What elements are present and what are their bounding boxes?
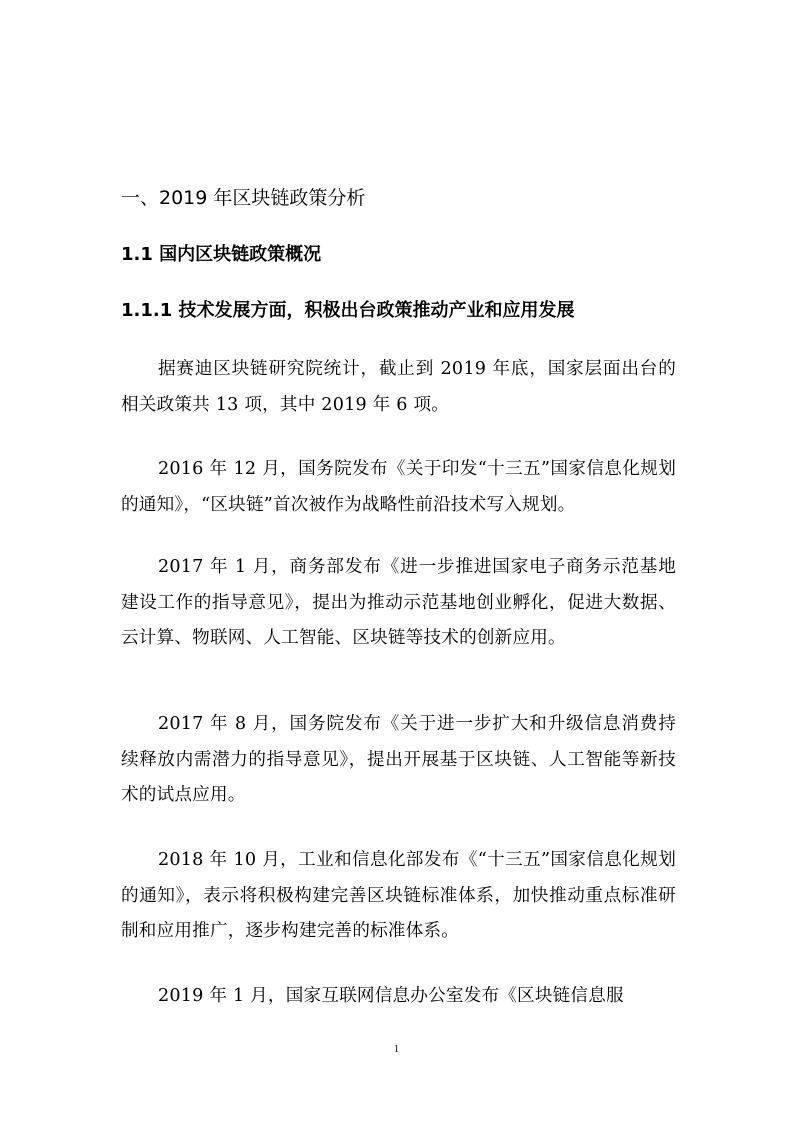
body-paragraph: 2018 年 10 月，工业和信息化部发布《“十三五”国家信息化规划的通知》，表示将积极构建完善区块链标准体系，加快推动重点标准研制和应用推广，逐步构建完善的标准体系。 <box>121 850 676 941</box>
subsection-heading: 1.1 国内区块链政策概况 <box>121 244 322 265</box>
body-paragraph: 2017 年 8 月，国务院发布《关于进一步扩大和升级信息消费持续释放内需潜力的指导意见》，提出开展基于区块链、人工智能等新技术的试点应用。 <box>121 714 676 805</box>
page-number: 1 <box>394 1044 399 1055</box>
body-paragraph: 据赛迪区块链研究院统计，截止到 2019 年底，国家层面出台的相关政策共 13 项，其中 2019 年 6 项。 <box>121 359 676 415</box>
section-heading: 一、2019 年区块链政策分析 <box>121 187 366 209</box>
body-paragraph: 2019 年 1 月，国家互联网信息办公室发布《区块链信息服 <box>158 986 624 1006</box>
body-paragraph: 2017 年 1 月，商务部发布《进一步推进国家电子商务示范基地建设工作的指导意见》，提出为推动示范基地创业孵化，促进大数据、云计算、物联网、人工智能、区块链等技术的创新应用。 <box>121 557 676 648</box>
body-paragraph: 2016 年 12 月，国务院发布《关于印发“十三五”国家信息化规划的通知》，“区块链”首次被作为战略性前沿技术写入规划。 <box>121 459 676 515</box>
subsubsection-heading: 1.1.1 技术发展方面，积极出台政策推动产业和应用发展 <box>121 300 575 321</box>
